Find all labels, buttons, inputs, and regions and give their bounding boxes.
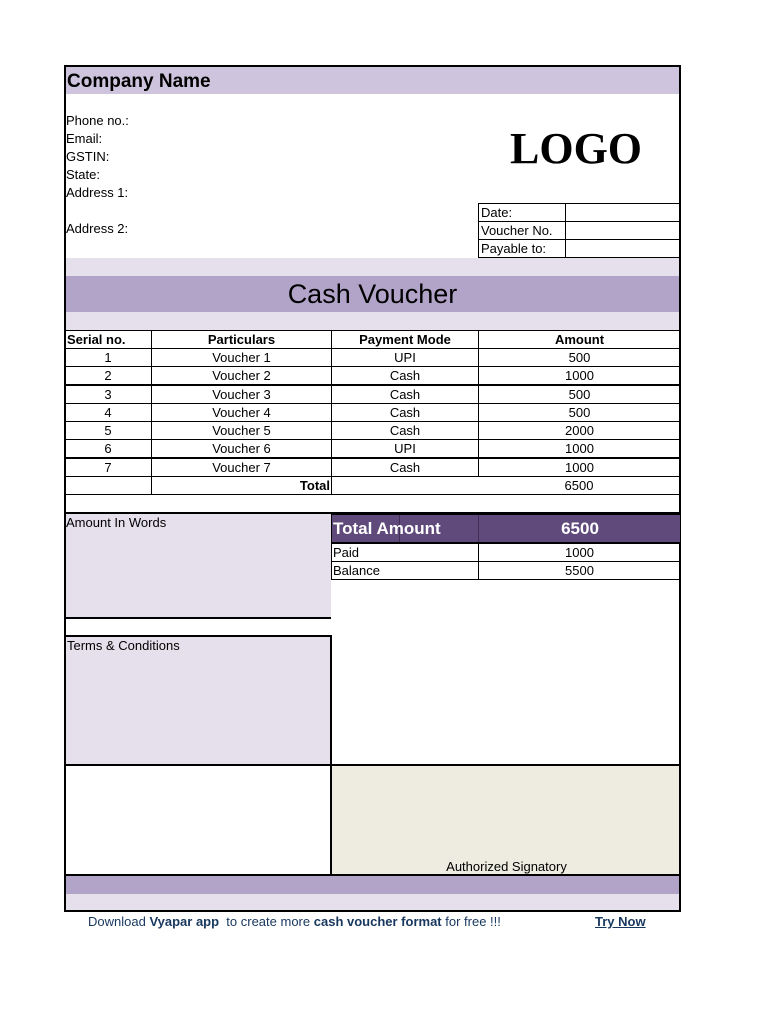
footer-band xyxy=(66,876,679,894)
serial-cell: 5 xyxy=(64,421,152,440)
total-row-gap xyxy=(331,476,479,495)
payment-mode-cell: UPI xyxy=(331,439,479,458)
voucher-no-label: Voucher No. xyxy=(478,221,566,240)
payment-mode-cell: Cash xyxy=(331,403,479,422)
balance-label: Balance xyxy=(331,561,479,580)
total-value: 6500 xyxy=(478,476,681,495)
serial-cell: 4 xyxy=(64,403,152,422)
terms-label: Terms & Conditions xyxy=(67,638,180,653)
particular-cell: Voucher 4 xyxy=(151,403,332,422)
payment-mode-cell: Cash xyxy=(331,366,479,385)
paid-value: 1000 xyxy=(478,543,681,562)
serial-cell: 2 xyxy=(64,366,152,385)
state-label: State: xyxy=(66,167,100,182)
footer-end: for free !!! xyxy=(445,914,501,929)
try-now-link[interactable]: Try Now xyxy=(595,914,646,929)
footer-app: Vyapar app xyxy=(149,914,220,929)
footer-middle: to create more xyxy=(226,914,311,929)
header-serial: Serial no. xyxy=(64,330,152,349)
payment-mode-cell: Cash xyxy=(331,385,479,404)
paid-label: Paid xyxy=(331,543,479,562)
email-label: Email: xyxy=(66,131,103,146)
separator-band xyxy=(66,258,679,276)
amount-cell: 1000 xyxy=(478,366,681,385)
serial-cell: 1 xyxy=(64,348,152,367)
footer-download: Download xyxy=(88,914,146,929)
title-band xyxy=(66,276,679,312)
footer-promo xyxy=(88,913,501,930)
address2-label: Address 2: xyxy=(66,221,129,236)
total-amount-value: 6500 xyxy=(561,519,599,538)
total-label: Total xyxy=(151,476,332,495)
amount-cell: 2000 xyxy=(478,421,681,440)
terms-box xyxy=(64,635,332,766)
balance-value: 5500 xyxy=(478,561,681,580)
address1-label: Address 1: xyxy=(66,185,129,200)
logo-placeholder: LOGO xyxy=(510,124,643,173)
amount-cell: 500 xyxy=(478,403,681,422)
header-amount: Amount xyxy=(478,330,681,349)
total-amount-label: Total Amount xyxy=(333,519,441,538)
payment-mode-cell: Cash xyxy=(331,458,479,477)
particular-cell: Voucher 1 xyxy=(151,348,332,367)
company-info xyxy=(66,112,129,238)
gstin-label: GSTIN: xyxy=(66,149,110,164)
company-name-band xyxy=(66,67,679,94)
particular-cell: Voucher 7 xyxy=(151,458,332,477)
serial-cell: 7 xyxy=(64,458,152,477)
particular-cell: Voucher 2 xyxy=(151,366,332,385)
payable-to-label: Payable to: xyxy=(478,239,566,258)
particular-cell: Voucher 3 xyxy=(151,385,332,404)
payment-mode-cell: UPI xyxy=(331,348,479,367)
payable-to-value[interactable] xyxy=(565,239,681,258)
signatory-label: Authorized Signatory xyxy=(446,859,567,874)
company-name: Company Name xyxy=(67,71,211,92)
amount-cell: 500 xyxy=(478,385,681,404)
date-label: Date: xyxy=(478,203,566,222)
amount-in-words-label: Amount In Words xyxy=(66,515,167,530)
voucher-no-value[interactable] xyxy=(565,221,681,240)
payment-mode-cell: Cash xyxy=(331,421,479,440)
header-particulars: Particulars xyxy=(151,330,332,349)
particular-cell: Voucher 6 xyxy=(151,439,332,458)
total-amount-row xyxy=(331,514,681,543)
amount-cell: 1000 xyxy=(478,458,681,477)
total-row-empty xyxy=(64,476,152,495)
header-payment-mode: Payment Mode xyxy=(331,330,479,349)
footer-band-pale xyxy=(66,894,679,910)
footer-format: cash voucher format xyxy=(313,914,442,929)
separator-band xyxy=(66,312,679,330)
date-value[interactable] xyxy=(565,203,681,222)
amount-in-words-box xyxy=(66,514,331,619)
amount-cell: 500 xyxy=(478,348,681,367)
phone-label: Phone no.: xyxy=(66,113,129,128)
serial-cell: 6 xyxy=(64,439,152,458)
signatory-box xyxy=(330,764,681,876)
amount-cell: 1000 xyxy=(478,439,681,458)
serial-cell: 3 xyxy=(64,385,152,404)
page-title: Cash Voucher xyxy=(287,279,458,309)
particular-cell: Voucher 5 xyxy=(151,421,332,440)
